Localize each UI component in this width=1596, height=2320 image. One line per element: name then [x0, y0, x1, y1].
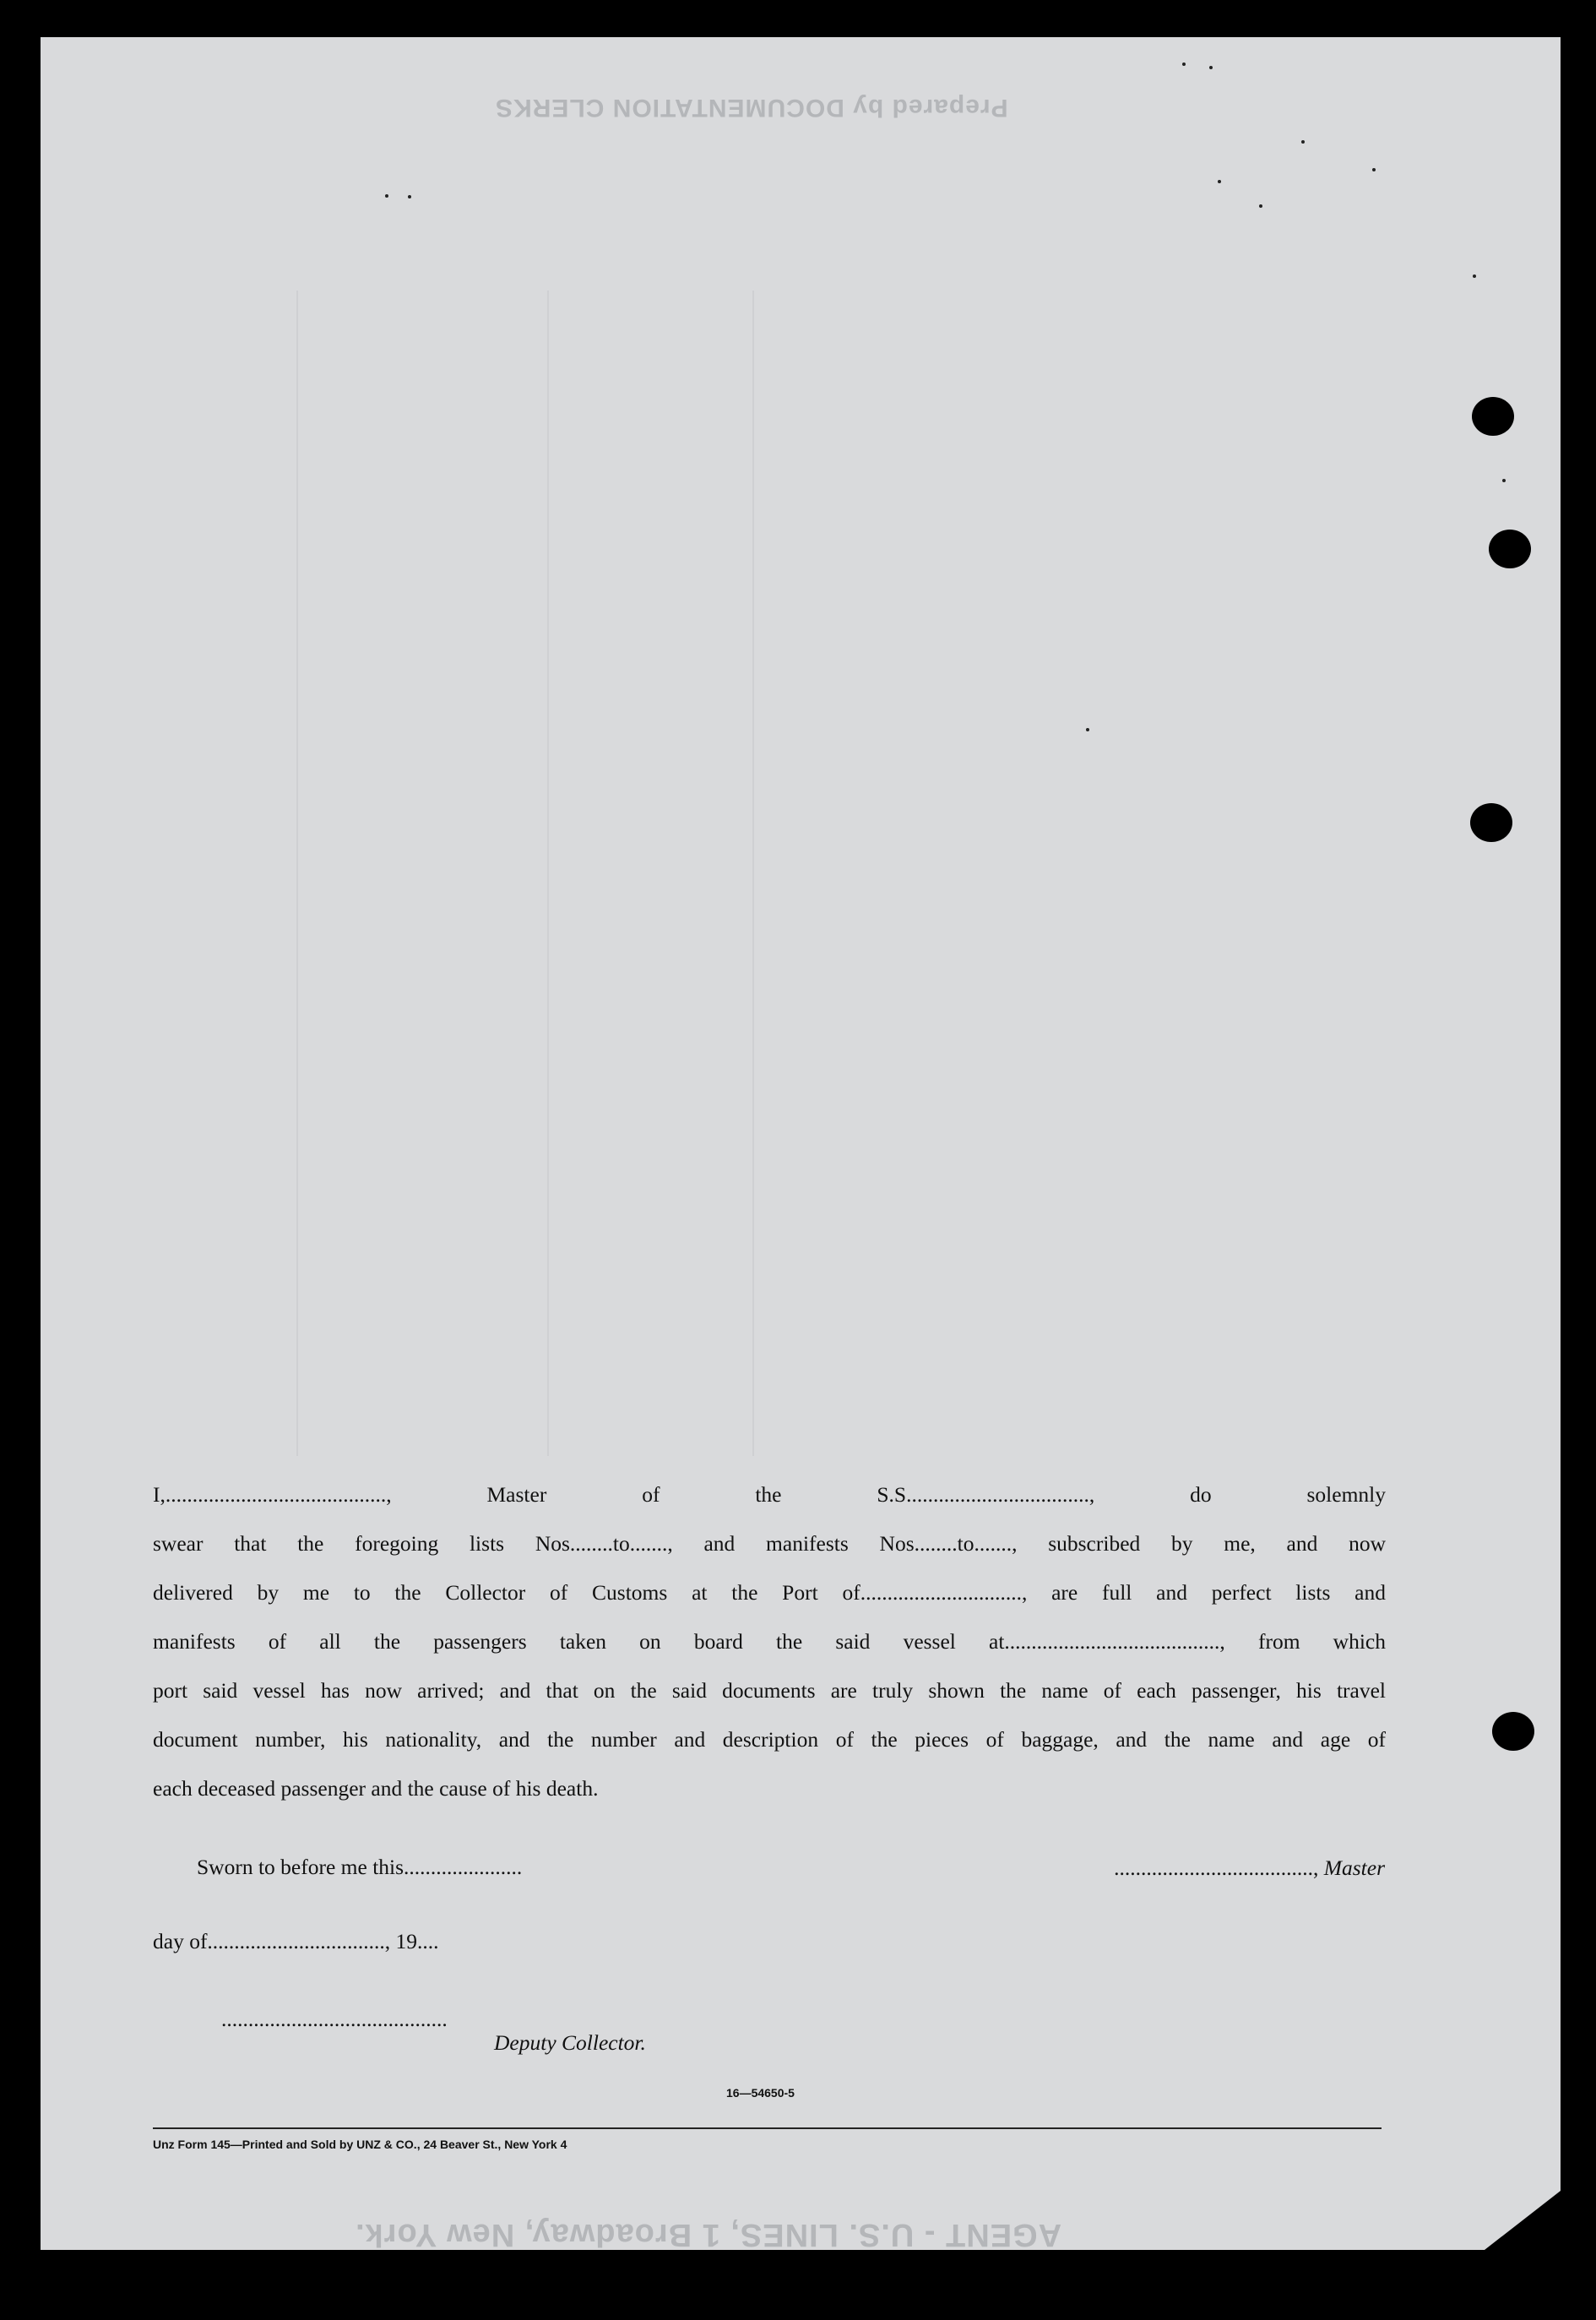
day-line: day of................................., 19.... [153, 1929, 439, 1953]
oath-line: I,........................................., Master of the S.S.................................., do solemnly [153, 1482, 1386, 1507]
master-dots: ....................................., [1114, 1855, 1319, 1880]
form-number: 16—54650-5 [726, 2086, 795, 2100]
sworn-line: Sworn to before me this...................... [197, 1855, 523, 1879]
master-signature-line [895, 1855, 1385, 1881]
deputy-collector-label: Deputy Collector. [494, 2030, 646, 2055]
oath-line: manifests of all the passengers taken on board the said vessel at........................................, from which [153, 1629, 1386, 1654]
faint-column-rule [752, 291, 754, 1456]
paper-speck [1301, 140, 1305, 144]
oath-line: document number, his nationality, and the number and description of the pieces of baggage, and the name and age of [153, 1727, 1386, 1752]
punch-hole [1492, 1712, 1534, 1751]
master-label: Master [1323, 1855, 1385, 1880]
oath-line: port said vessel has now arrived; and that on the said documents are truly shown the name of each passenger, his travel [153, 1678, 1386, 1703]
bleed-through-agent-stamp: AGENT - U.S. LINES, 1 Broadway, New York. [355, 2217, 1062, 2252]
punch-hole [1470, 803, 1512, 842]
footer-rule [153, 2127, 1382, 2129]
bleed-through-header-stamp: Prepared by DOCUMENTATION CLERKS [495, 94, 1008, 122]
paper-speck [1473, 274, 1476, 278]
paper-speck [1259, 204, 1262, 208]
faint-column-rule [547, 291, 549, 1456]
punch-hole [1489, 530, 1531, 568]
paper-speck [385, 194, 388, 198]
paper-speck [408, 195, 411, 198]
paper-speck [1086, 728, 1089, 731]
faint-column-rule [296, 291, 298, 1456]
printer-imprint: Unz Form 145—Printed and Sold by UNZ & CO., 24 Beaver St., New York 4 [153, 2138, 567, 2151]
folded-corner [1485, 2191, 1561, 2250]
manifest-page [41, 37, 1561, 2250]
paper-speck [1372, 168, 1376, 171]
oath-paragraph [153, 1474, 1386, 1817]
oath-line: each deceased passenger and the cause of his death. [153, 1776, 599, 1801]
punch-hole [1472, 397, 1514, 436]
oath-line: swear that the foregoing lists Nos........to......., and manifests Nos........to......., subscribed by me, and now [153, 1531, 1386, 1556]
deputy-signature-dots: .......................................... [221, 2007, 448, 2031]
paper-speck [1209, 66, 1213, 69]
paper-speck [1218, 180, 1221, 183]
paper-speck [1182, 62, 1186, 66]
oath-line: delivered by me to the Collector of Customs at the Port of.............................., are full and perfect lists and [153, 1580, 1386, 1605]
paper-speck [1502, 479, 1506, 482]
